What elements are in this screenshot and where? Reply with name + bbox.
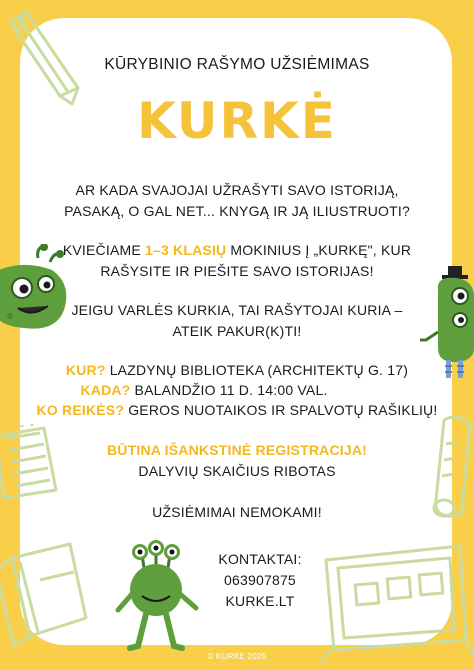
free-notice: UŽSIĖMIMAI NEMOKAMI! [152,504,322,520]
slogan-line-1: JEIGU VARLĖS KURKIA, TAI RAŠYTOJAI KURIA – [71,302,403,318]
grade-highlight: 1–3 KLASIŲ [144,242,227,258]
detail-needs [0,402,474,418]
intro-line-2: PASAKĄ, O GAL NET... KNYGĄ IR JĄ ILIUSTRUOTI? [64,203,410,219]
slogan-line-2: ATEIK PAKUR(K)TI! [172,323,302,339]
contacts-site[interactable]: KURKE.LT [225,593,295,609]
invite-line-1 [0,242,474,258]
registration-notice: BŪTINA IŠANKSTINĖ REGISTRACIJA! [106,442,368,458]
contacts-label: KONTAKTAI: [218,551,302,567]
detail-label: KUR? [65,362,106,378]
intro-line-1: AR KADA SVAJOJAI UŽRAŠYTI SAVO ISTORIJĄ, [75,182,399,198]
copyright-footer: © KURKE 2025 [207,652,267,661]
detail-value: BALANDŽIO 11 D. 14:00 VAL. [130,382,328,398]
detail-when [0,382,474,398]
detail-where [0,362,474,378]
detail-label: KO REIKĖS? [36,402,125,418]
detail-value: GEROS NUOTAIKOS IR SPALVOTŲ RAŠIKLIŲ! [124,402,438,418]
contacts-phone[interactable]: 063907875 [224,572,296,588]
limited-places: DALYVIŲ SKAIČIUS RIBOTAS [138,463,336,479]
invite-after: MOKINIUS Į „KURKĘ", KUR [226,242,412,258]
invite-before: KVIEČIAME [62,242,145,258]
detail-value: LAZDYNŲ BIBLIOTEKA (ARCHITEKTŲ G. 17) [105,362,409,378]
invite-line-2: RAŠYSITE IR PIEŠITE SAVO ISTORIJAS! [100,263,374,279]
kurke-logo: KURKĖ [137,92,337,150]
workshop-subtitle: KŪRYBINIO RAŠYMO UŽSIĖMIMAS [104,56,370,73]
detail-label: KADA? [80,382,131,398]
